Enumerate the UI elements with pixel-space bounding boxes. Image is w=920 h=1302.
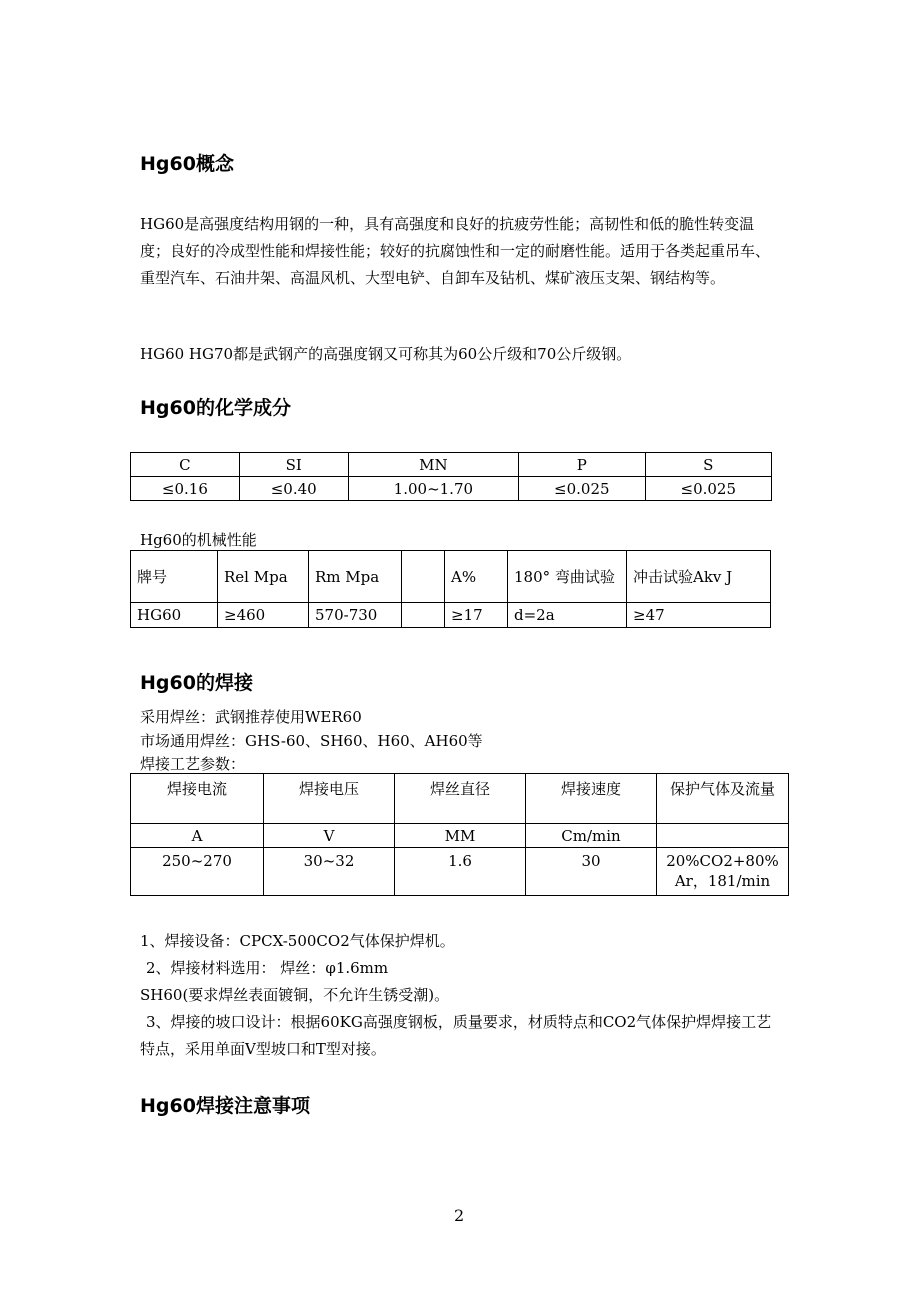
table-row [131,453,772,477]
mech-header-impact: 冲击试验Akv J [627,551,771,603]
chem-heading: Hg60的化学成分 [140,397,291,419]
table-row [131,551,771,603]
weld-table [130,773,789,896]
weld-header-voltage: 焊接电压 [264,774,395,824]
table-row [131,824,789,848]
chem-header-c: C [131,453,240,477]
chem-value-p: ≤0.025 [519,477,645,501]
chem-header-s: S [645,453,771,477]
chem-value-si: ≤0.40 [239,477,348,501]
chem-value-mn: 1.00~1.70 [348,477,518,501]
chem-value-c: ≤0.16 [131,477,240,501]
mech-header-grade: 牌号 [131,551,218,603]
concept-paragraph: HG60是高强度结构用钢的一种，具有高强度和良好的抗疲劳性能；高韧性和低的脆性转变温度；良好的冷成型性能和焊接性能；较好的抗腐蚀性和一定的耐磨性能。适用于各类起重吊车、重型汽车、石油井架、高温风机、大型电铲、自卸车及钻机、煤矿液压支架、钢结构等。 [140,215,771,287]
mech-value-rm: 570-730 [309,603,402,628]
weld-value-speed: 30 [526,848,657,896]
mech-header-empty [402,551,445,603]
chem-header-si: SI [239,453,348,477]
weld-unit-voltage: V [264,824,395,848]
weld-value-voltage: 30~32 [264,848,395,896]
list-item-1: 1、焊接设备：CPCX-500CO2气体保护焊机。 [140,932,455,950]
weld-market-text: 市场通用焊丝：GHS-60、SH60、H60、AH60等 [140,732,483,750]
list-item-2-continuation: SH60(要求焊丝表面镀铜，不允许生锈受潮)。 [140,986,450,1004]
page-number: 2 [454,1206,465,1225]
mech-value-impact: ≥47 [627,603,771,628]
weld-value-diameter: 1.6 [395,848,526,896]
weld-value-gas: 20%CO2+80%Ar，181/min [657,848,789,896]
weld-params-caption: 焊接工艺参数： [140,755,246,773]
weld-unit-diameter: MM [395,824,526,848]
weld-value-current: 250~270 [131,848,264,896]
table-row [131,774,789,824]
weld-heading: Hg60的焊接 [140,672,253,694]
mech-caption: Hg60的机械性能 [140,531,257,549]
weld-unit-speed: Cm/min [526,824,657,848]
mech-header-bend: 180° 弯曲试验 [508,551,627,603]
weld-wire-text: 采用焊丝：武钢推荐使用WER60 [140,708,362,726]
chem-table [130,452,772,501]
weld-unit-gas [657,824,789,848]
mech-value-grade: HG60 [131,603,218,628]
table-row [131,848,789,896]
concept-note: HG60 HG70都是武钢产的高强度钢又可称其为60公斤级和70公斤级钢。 [140,345,632,363]
chem-header-p: P [519,453,645,477]
weld-header-current: 焊接电流 [131,774,264,824]
mech-value-empty [402,603,445,628]
list-item-2: 2、焊接材料选用： 焊丝：φ1.6mm [146,959,389,977]
mech-header-rm: Rm Mpa [309,551,402,603]
list-item-3: 3、焊接的坡口设计：根据60KG高强度钢板，质量要求，材质特点和CO2气体保护焊焊接工艺特点，采用单面V型坡口和T型对接。 [140,1013,772,1058]
mech-table [130,550,771,628]
chem-header-mn: MN [348,453,518,477]
mech-value-elongation: ≥17 [445,603,508,628]
mech-header-rel: Rel Mpa [218,551,309,603]
weld-header-diameter: 焊丝直径 [395,774,526,824]
notes-heading: Hg60焊接注意事项 [140,1095,310,1117]
weld-header-gas: 保护气体及流量 [657,774,789,824]
weld-unit-current: A [131,824,264,848]
mech-value-bend: d=2a [508,603,627,628]
concept-heading: Hg60概念 [140,153,234,175]
chem-value-s: ≤0.025 [645,477,771,501]
weld-header-speed: 焊接速度 [526,774,657,824]
mech-header-elongation: A% [445,551,508,603]
mech-value-rel: ≥460 [218,603,309,628]
table-row [131,603,771,628]
table-row [131,477,772,501]
